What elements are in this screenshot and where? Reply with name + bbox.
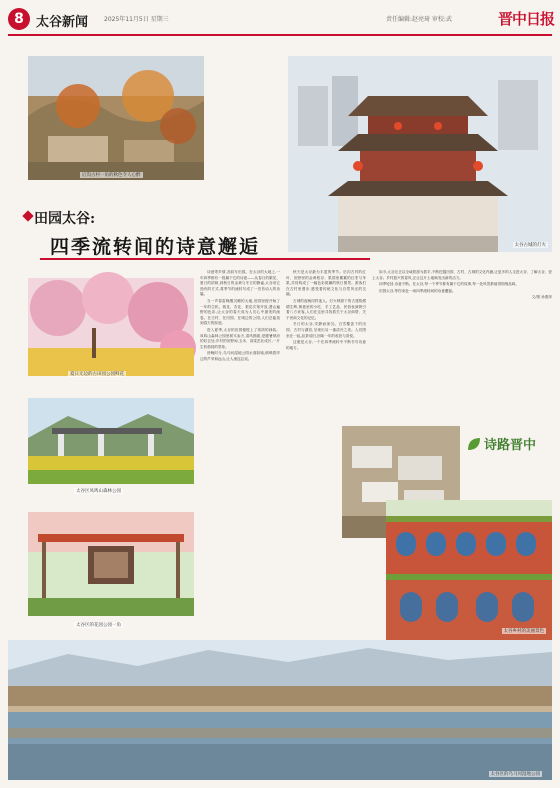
article-paragraph: 进入夏季,太谷的田园便披上了浓浓的绿装。凤鸣山森林公园里树木参天,清风拂面,是避暑纳凉的好去处;乡村的田野间,玉米、高粱茁壮成长,一片生机勃勃的景象。 (200, 327, 280, 349)
masthead-rule (8, 34, 552, 36)
article-column-2 (286, 270, 366, 420)
article-paragraph: 古城的夜晚同样迷人。灯火映照下的古建筑熠熠生辉,街巷里的小吃、手工艺品、民俗表演吸引着八方来客,人们在这里寻找着关于太谷商帮、关于晋商文化的记忆。 (286, 298, 366, 320)
column-tag-label: 诗路晋中 (484, 438, 537, 453)
column-tag (466, 432, 550, 454)
autumn-village-photo (28, 56, 204, 180)
leaf-icon (466, 436, 482, 452)
feature-subtitle: 田园太谷: (34, 211, 96, 227)
photo-caption: 太谷区凤鸣山森林公园 (76, 489, 121, 494)
newspaper-logo: 晋中日报 (498, 10, 555, 28)
photo-caption: 太谷区的花园公园一角 (76, 623, 121, 628)
editor-credits: 责任编辑:赵亮琦 审校:武 (386, 16, 452, 23)
flower-garden-photo (28, 278, 194, 376)
section-title: 太谷新闻 (36, 15, 89, 30)
village-arches-photo (386, 500, 552, 640)
article-paragraph: 冬日的太谷,安静而深沉。白雪覆盖下的田园、古村与湖泊,呈现出另一番清冷之美。人们围坐在一起,品茶话旧,回味一年的收获与喜悦。 (286, 322, 366, 338)
article-paragraph: 田园太谷,等你来赴一场四季流转间的诗意邂逅。 (379, 288, 456, 293)
forest-park-photo (28, 398, 194, 494)
article-paragraph: 当一声春雷唤醒沉睡的大地,田园里便开始了一年的生机。桃花、杏花、梨花次第开放,漫山遍野的色彩,让太谷的春天成为人们心中最美的画卷。在古村、在田园、在城边的公园,人们总能找到春天的踪迹。 (200, 298, 280, 326)
feature-headline: 四季流转间的诗意邂逅 (50, 236, 261, 258)
headline-underline (40, 258, 370, 260)
photo-caption: 太谷古城的灯火 (514, 243, 546, 248)
article-column-3 (372, 270, 552, 420)
subtitle-marker (22, 210, 33, 221)
photo-caption: 太谷乡村的美丽景色 (503, 629, 544, 634)
article-paragraph: 诗意寄乡情,音韵写田园。在太谷的大地上,一年四季都有一段属于它的诗意——从春日的繁花、夏日的浓荫,到秋日的金黄与冬日的静谧,太谷用它独有的方式,将季节的流转写成了一首首动人的诗篇。 (200, 270, 280, 297)
photo-caption: 后沟古村一角的秋色令人心醉 (82, 173, 141, 178)
article-paragraph: 四季轮回,诗意不断。在太谷,每一个季节都有属于它的故事,每一处风景都值得细细品味。 (379, 282, 519, 287)
garden-park-photo (28, 512, 194, 628)
photo-caption: 太谷区的乌马河湿地公园 (490, 772, 540, 777)
article-author: 文/图 孙燕萍 (531, 295, 552, 300)
article-paragraph: 这便是太谷,一个在四季流转中不断书写诗意的地方。 (286, 340, 366, 350)
wetland-panorama-photo (8, 640, 552, 780)
photo-caption: 夏日无边的古田园公园鲜花 (70, 372, 124, 377)
article-paragraph: 秋天是太谷最为丰盈的季节。后沟古村的红叶、田野里的金黄稻谷、果园里累累的红枣与苹果,共同构成了一幅色彩斑斓的秋日图景。游客们在古村里漫步,感受着传统文化与自然风光的交融。 (286, 270, 366, 297)
article-paragraph: 如今,太谷区正以全域旅游为抓手,不断挖掘田园、古村、古城的文化内涵,让更多的人走进太谷、了解太谷、爱上太谷。乡村振兴的春风,正让这片土地焕发出新的活力。 (372, 270, 552, 280)
ancient-tower-photo (288, 56, 552, 252)
issue-date: 2025年11月5日 星期三 (104, 16, 169, 23)
page-number-badge: 8 (8, 8, 30, 30)
article-paragraph: 傍晚时分,乌马河湿地公园水面如镜,倒映着岸边的芦苇和远山,让人流连忘返。 (200, 351, 280, 361)
article-column-1 (200, 270, 280, 620)
